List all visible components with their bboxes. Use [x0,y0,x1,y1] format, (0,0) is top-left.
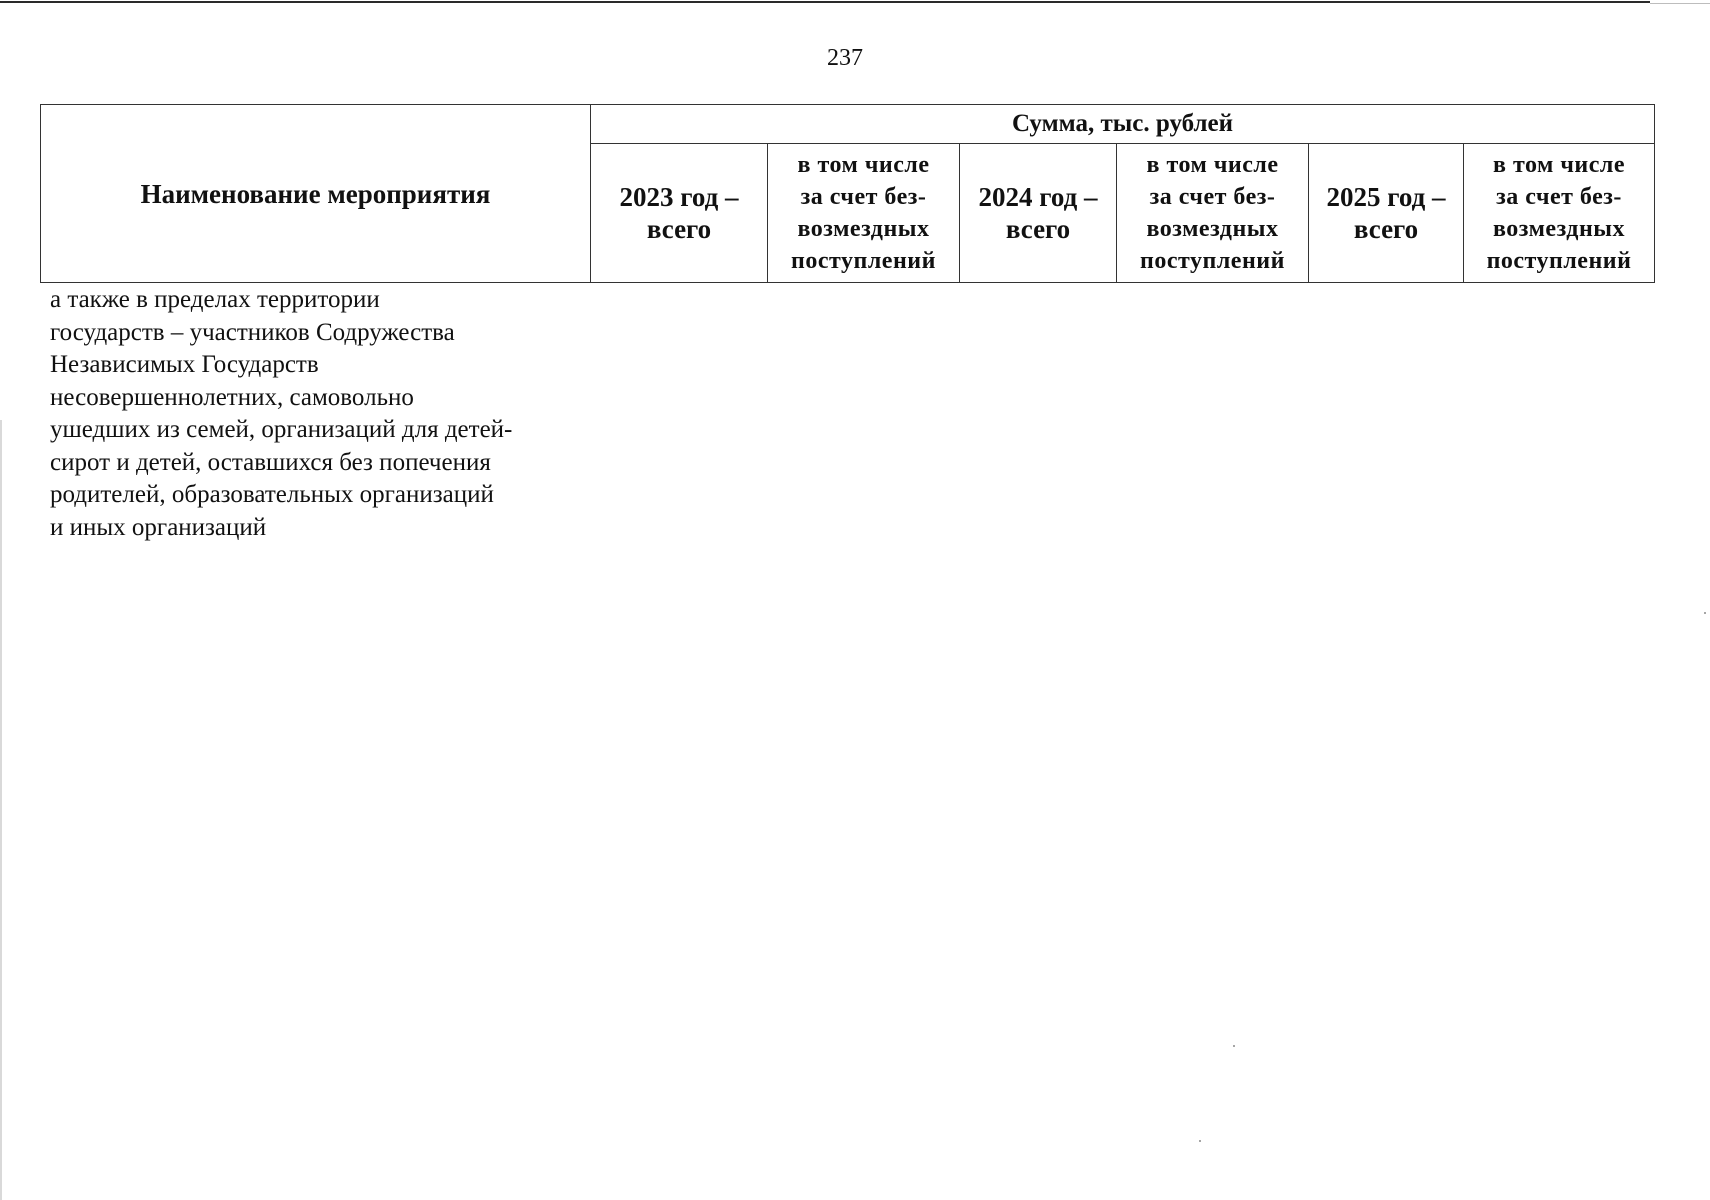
event-name-header: Наименование мероприятия [41,105,591,283]
year-2024-total-header [960,144,1117,283]
left-scan-edge [0,420,2,1200]
scan-speck [1199,1140,1201,1142]
scan-speck [1233,1045,1235,1047]
header-line: возмездных [1146,216,1279,242]
event-text-line: а также в пределах территории [50,286,380,313]
header-line: за счет без- [1496,184,1622,210]
event-text-line: Независимых Государств [50,351,319,378]
year-2025-total-header [1309,144,1464,283]
event-text-line: государств – участников Содружества [50,318,455,346]
header-line: всего [1005,214,1071,244]
year-2025-grants-header [1464,144,1655,283]
header-line: за счет без- [1149,184,1276,210]
top-scan-rule-faint [1650,3,1710,4]
top-scan-rule [0,1,1650,3]
header-line: за счет без- [800,184,927,210]
header-line: 2024 год – [978,182,1098,212]
event-text-line: ушедших из семей, организаций для детей- [50,416,513,443]
event-description [50,284,610,544]
header-line: 2023 год – [619,182,739,212]
header-line: 2025 год – [1326,182,1446,212]
header-line: возмездных [1492,216,1626,242]
header-line: поступлений [1486,248,1632,274]
year-2024-grants-header [1117,144,1309,283]
header-row-1 [41,105,1655,144]
header-line: всего [1353,214,1419,244]
event-text-line: родителей, образовательных организаций [50,481,494,508]
header-line: всего [646,214,712,244]
page-number: 237 [827,45,863,71]
year-2023-grants-header [768,144,960,283]
header-line: поступлений [1140,248,1285,274]
header-line: в том числе [1493,152,1625,178]
header-line: возмездных [797,216,930,242]
header-line: в том числе [1146,152,1279,178]
event-text-line: сирот и детей, оставшихся без попечения [50,448,491,476]
sum-header: Сумма, тыс. рублей [591,105,1655,144]
header-line: в том числе [797,152,930,178]
scan-speck [1704,612,1706,614]
budget-table [40,104,1655,283]
event-text-line: и иных организаций [50,513,267,541]
year-2023-total-header [591,144,768,283]
header-line: поступлений [791,248,936,274]
event-text-line: несовершеннолетних, самовольно [50,383,414,411]
